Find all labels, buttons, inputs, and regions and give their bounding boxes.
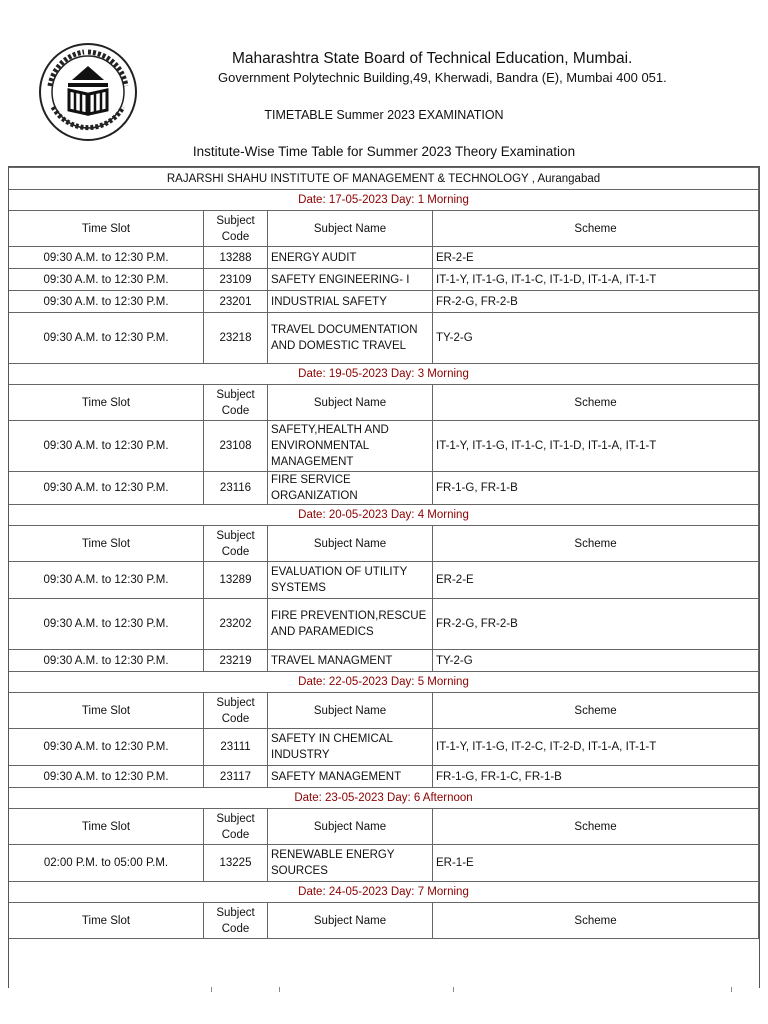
- subject-code-cell: 13288: [204, 247, 268, 269]
- header-subject-name: Subject Name: [268, 526, 433, 562]
- table-row: [9, 599, 759, 650]
- subject-name-cell: TRAVEL DOCUMENTATION AND DOMESTIC TRAVEL: [268, 313, 433, 364]
- subject-name-cell: INDUSTRIAL SAFETY: [268, 291, 433, 313]
- scheme-cell: FR-2-G, FR-2-B: [433, 291, 759, 313]
- subject-code-cell: 13225: [204, 845, 268, 882]
- column-header-row: [9, 385, 759, 421]
- timetable-subtitle: Institute-Wise Time Table for Summer 2023 Theory Examination: [192, 144, 576, 159]
- scheme-cell: IT-1-Y, IT-1-G, IT-1-C, IT-1-D, IT-1-A, IT-1-T: [433, 421, 759, 472]
- session-date: Date: 22-05-2023 Day: 5 Morning: [9, 672, 759, 693]
- header-scheme: Scheme: [433, 903, 759, 939]
- time-slot-cell: 09:30 A.M. to 12:30 P.M.: [9, 599, 204, 650]
- time-slot-cell: 09:30 A.M. to 12:30 P.M.: [9, 650, 204, 672]
- header-time-slot: Time Slot: [9, 211, 204, 247]
- table-row: [9, 766, 759, 788]
- subject-code-cell: 23111: [204, 729, 268, 766]
- header-subject-code: Subject Code: [204, 385, 268, 421]
- institute-name: RAJARSHI SHAHU INSTITUTE OF MANAGEMENT & TECHNOLOGY , Aurangabad: [9, 168, 759, 190]
- subject-name-cell: EVALUATION OF UTILITY SYSTEMS: [268, 562, 433, 599]
- header-subject-code: Subject Code: [204, 809, 268, 845]
- time-slot-cell: 09:30 A.M. to 12:30 P.M.: [9, 269, 204, 291]
- column-tick: [453, 987, 454, 992]
- subject-code-cell: 23117: [204, 766, 268, 788]
- header-subject-name: Subject Name: [268, 903, 433, 939]
- org-name: Maharashtra State Board of Technical Education, Mumbai.: [232, 50, 633, 67]
- subject-code-cell: 23219: [204, 650, 268, 672]
- header-subject-name: Subject Name: [268, 385, 433, 421]
- column-tick: [211, 987, 212, 992]
- subject-code-cell: 23116: [204, 472, 268, 505]
- table-row: [9, 291, 759, 313]
- subject-name-cell: SAFETY ENGINEERING- I: [268, 269, 433, 291]
- time-slot-cell: 09:30 A.M. to 12:30 P.M.: [9, 247, 204, 269]
- header-subject-code: Subject Code: [204, 903, 268, 939]
- header-subject-name: Subject Name: [268, 809, 433, 845]
- time-slot-cell: 09:30 A.M. to 12:30 P.M.: [9, 421, 204, 472]
- scheme-cell: IT-1-Y, IT-1-G, IT-1-C, IT-1-D, IT-1-A, IT-1-T: [433, 269, 759, 291]
- subject-code-cell: 23108: [204, 421, 268, 472]
- table-row: [9, 845, 759, 882]
- scheme-cell: FR-1-G, FR-1-C, FR-1-B: [433, 766, 759, 788]
- subject-name-cell: TRAVEL MANAGMENT: [268, 650, 433, 672]
- header-subject-code: Subject Code: [204, 526, 268, 562]
- header-scheme: Scheme: [433, 693, 759, 729]
- session-date: Date: 23-05-2023 Day: 6 Afternoon: [9, 788, 759, 809]
- session-date: Date: 24-05-2023 Day: 7 Morning: [9, 882, 759, 903]
- table-row: [9, 313, 759, 364]
- time-slot-cell: 09:30 A.M. to 12:30 P.M.: [9, 313, 204, 364]
- scheme-cell: ER-2-E: [433, 247, 759, 269]
- institute-row: [9, 168, 759, 190]
- header-time-slot: Time Slot: [9, 809, 204, 845]
- subject-code-cell: 23109: [204, 269, 268, 291]
- subject-name-cell: FIRE PREVENTION,RESCUE AND PARAMEDICS: [268, 599, 433, 650]
- date-row: [9, 364, 759, 385]
- column-header-row: [9, 211, 759, 247]
- column-tick: [731, 987, 732, 992]
- timetable-table: [8, 167, 759, 939]
- session-date: Date: 17-05-2023 Day: 1 Morning: [9, 190, 759, 211]
- timetable-frame: [8, 166, 760, 988]
- time-slot-cell: 09:30 A.M. to 12:30 P.M.: [9, 472, 204, 505]
- table-row: [9, 472, 759, 505]
- table-row: [9, 269, 759, 291]
- scheme-cell: FR-1-G, FR-1-B: [433, 472, 759, 505]
- header-subject-name: Subject Name: [268, 211, 433, 247]
- table-row: [9, 562, 759, 599]
- subject-name-cell: SAFETY IN CHEMICAL INDUSTRY: [268, 729, 433, 766]
- header-scheme: Scheme: [433, 211, 759, 247]
- table-row: [9, 729, 759, 766]
- header-time-slot: Time Slot: [9, 526, 204, 562]
- column-header-row: [9, 809, 759, 845]
- page-header: [0, 0, 768, 168]
- subject-code-cell: 23201: [204, 291, 268, 313]
- header-scheme: Scheme: [433, 526, 759, 562]
- column-tick: [279, 987, 280, 992]
- date-row: [9, 190, 759, 211]
- scheme-cell: TY-2-G: [433, 313, 759, 364]
- subject-name-cell: SAFETY MANAGEMENT: [268, 766, 433, 788]
- time-slot-cell: 09:30 A.M. to 12:30 P.M.: [9, 562, 204, 599]
- time-slot-cell: 02:00 P.M. to 05:00 P.M.: [9, 845, 204, 882]
- column-header-row: [9, 526, 759, 562]
- subject-name-cell: ENERGY AUDIT: [268, 247, 433, 269]
- scheme-cell: ER-2-E: [433, 562, 759, 599]
- table-row: [9, 421, 759, 472]
- column-header-row: [9, 903, 759, 939]
- header-scheme: Scheme: [433, 385, 759, 421]
- header-subject-code: Subject Code: [204, 211, 268, 247]
- header-subject-code: Subject Code: [204, 693, 268, 729]
- subject-code-cell: 23218: [204, 313, 268, 364]
- session-date: Date: 19-05-2023 Day: 3 Morning: [9, 364, 759, 385]
- msbte-seal-logo: [38, 42, 138, 142]
- time-slot-cell: 09:30 A.M. to 12:30 P.M.: [9, 766, 204, 788]
- subject-code-cell: 13289: [204, 562, 268, 599]
- header-subject-name: Subject Name: [268, 693, 433, 729]
- subject-name-cell: RENEWABLE ENERGY SOURCES: [268, 845, 433, 882]
- date-row: [9, 672, 759, 693]
- scheme-cell: FR-2-G, FR-2-B: [433, 599, 759, 650]
- header-time-slot: Time Slot: [9, 385, 204, 421]
- subject-name-cell: FIRE SERVICE ORGANIZATION: [268, 472, 433, 505]
- column-header-row: [9, 693, 759, 729]
- scheme-cell: ER-1-E: [433, 845, 759, 882]
- time-slot-cell: 09:30 A.M. to 12:30 P.M.: [9, 291, 204, 313]
- date-row: [9, 882, 759, 903]
- scheme-cell: IT-1-Y, IT-1-G, IT-2-C, IT-2-D, IT-1-A, IT-1-T: [433, 729, 759, 766]
- table-row: [9, 650, 759, 672]
- scheme-cell: TY-2-G: [433, 650, 759, 672]
- subject-code-cell: 23202: [204, 599, 268, 650]
- table-row: [9, 247, 759, 269]
- session-date: Date: 20-05-2023 Day: 4 Morning: [9, 505, 759, 526]
- subject-name-cell: SAFETY,HEALTH AND ENVIRONMENTAL MANAGEMENT: [268, 421, 433, 472]
- date-row: [9, 505, 759, 526]
- header-scheme: Scheme: [433, 809, 759, 845]
- header-time-slot: Time Slot: [9, 693, 204, 729]
- date-row: [9, 788, 759, 809]
- org-address: Government Polytechnic Building,49, Kherwadi, Bandra (E), Mumbai 400 051.: [218, 70, 667, 85]
- header-time-slot: Time Slot: [9, 903, 204, 939]
- time-slot-cell: 09:30 A.M. to 12:30 P.M.: [9, 729, 204, 766]
- timetable-title: TIMETABLE Summer 2023 EXAMINATION: [264, 108, 504, 122]
